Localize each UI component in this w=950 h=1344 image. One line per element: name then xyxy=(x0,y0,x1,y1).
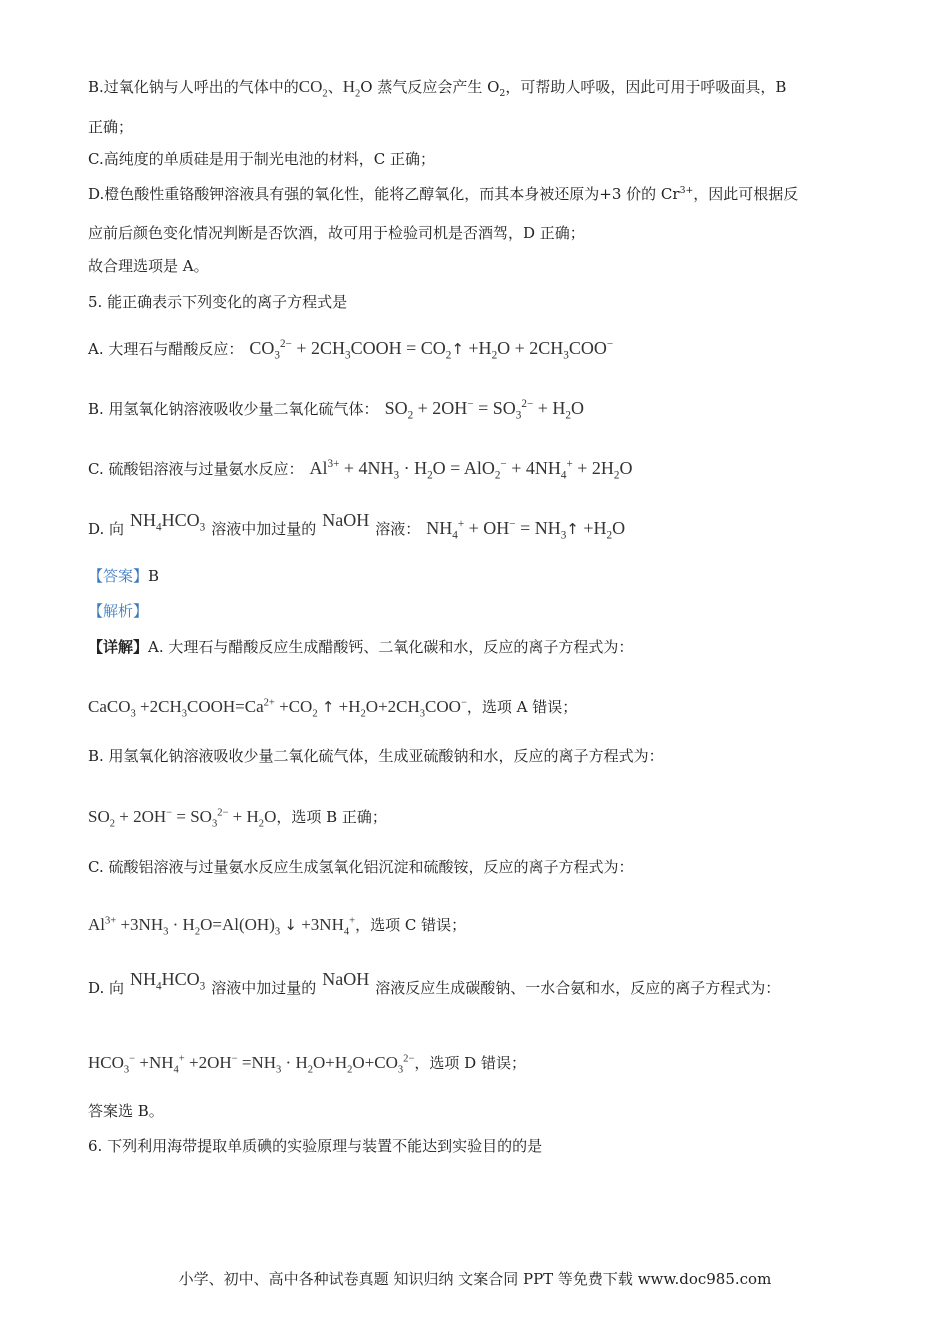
item-d-line: D.橙色酸性重铬酸钾溶液具有强的氧化性，能将乙醇氧化，而其本身被还原为+3 价的 $Cr^{3+}$，因此可根据反 xyxy=(88,185,799,203)
formula-naoh: NaOH xyxy=(322,510,370,530)
formula-naoh-2: NaOH xyxy=(322,969,370,989)
item-d-line-2: 应前后颜色变化情况判断是否饮酒，故可用于检验司机是否酒驾，D 正确； xyxy=(88,224,585,242)
equation-d: $NH_4^+ + OH^-$ = $NH_3↑ +H_2O$ xyxy=(426,518,626,542)
equation-b: $SO_2 + 2OH^- = SO_3^{2-} + H_2O$ xyxy=(384,398,584,422)
formula-nh4hco3: $NH_4HCO_3$ xyxy=(130,510,206,534)
equation-detail-c: $Al^{3+} +3NH_3 \cdot H_2O=Al(OH)_3$ ↓ $+3NH_4^+$ xyxy=(88,915,356,938)
detail-a-equation-line: CaCO$_3$ $+2CH_3COOH=Ca^{2+} +CO_2$ ↑ $+H_2O+2CH_3COO^-$，选项 A 错误； xyxy=(88,697,578,720)
page-footer: 小学、初中、高中各种试卷真题 知识归纳 文案合同 PPT 等免费下载 www.doc985.com xyxy=(178,1270,772,1288)
answer-tag: 【答案】 xyxy=(88,567,149,585)
option-d: D. 向 $NH_4HCO_3$ 溶液中加过量的 NaOH 溶液： $NH_4^+ + OH^-$ = $NH_3↑ +H_2O$ xyxy=(88,510,626,542)
detail-d-equation-line: $HCO_3^- +NH_4^+ +2OH^- =NH_3 \cdot H_2O+H_2O+CO_3^{2-}$，选项 D 错误； xyxy=(88,1053,526,1076)
conclusion-4: 故合理选项是 A。 xyxy=(88,257,209,275)
equation-detail-a: CaCO$_3$ $+2CH_3COOH=Ca^{2+} +CO_2$ ↑ $+H_2O+2CH_3COO^-$ xyxy=(88,697,467,720)
detail-b-line: B. 用氢氧化钠溶液吸收少量二氧化硫气体，生成亚硫酸钠和水，反应的离子方程式为： xyxy=(88,747,664,765)
item-c-line: C.高纯度的单质硅是用于制光电池的材料，C 正确； xyxy=(88,150,435,168)
option-c: C. 硫酸铝溶液与过量氨水反应： $Al^{3+} + 4NH_3 \cdot H_2O = AlO_2^- + 4NH_4^+ + 2H_2O$ xyxy=(88,458,633,482)
analysis-tag: 【解析】 xyxy=(88,602,149,620)
formula-h2o: $H_2$ xyxy=(342,77,361,100)
detail-c-equation-line: $Al^{3+} +3NH_3 \cdot H_2O=Al(OH)_3$ ↓ $+3NH_4^+$，选项 C 错误； xyxy=(88,915,467,938)
option-b: B. 用氢氧化钠溶液吸收少量二氧化硫气体： $SO_2 + 2OH^- = SO_3^{2-} + H_2O$ xyxy=(88,398,584,422)
final-answer: 答案选 B。 xyxy=(88,1102,164,1120)
answer-line: 【答案】B xyxy=(88,567,160,585)
question-6-stem: 6. 下列利用海带提取单质碘的实验原理与装置不能达到实验目的的是 xyxy=(88,1137,543,1155)
formula-nh4hco3-2: $NH_4HCO_3$ xyxy=(130,969,206,993)
detail-tag: 【详解】 xyxy=(88,638,149,656)
formula-co2: $CO_2$ xyxy=(298,77,328,100)
detail-d-line: D. 向 $NH_4HCO_3$ 溶液中加过量的 NaOH 溶液反应生成碳酸钠、一水合氨和水，反应的离子方程式为： xyxy=(88,969,781,997)
detail-c-line: C. 硫酸铝溶液与过量氨水反应生成氢氧化铝沉淀和硫酸铵，反应的离子方程式为： xyxy=(88,858,634,876)
question-5-stem: 5. 能正确表示下列变化的离子方程式是 xyxy=(88,293,348,311)
equation-detail-d: $HCO_3^- +NH_4^+ +2OH^- =NH_3 \cdot H_2O+H_2O+CO_3^{2-}$ xyxy=(88,1053,415,1076)
equation-detail-b: $SO_2 + 2OH^- = SO_3^{2-} + H_2O$ xyxy=(88,807,277,830)
item-b-line-2: 正确； xyxy=(88,118,134,136)
detail-a-line: 【详解】A. 大理石与醋酸反应生成醋酸钙、二氧化碳和水，反应的离子方程式为： xyxy=(88,638,634,656)
detail-b-equation-line: $SO_2 + 2OH^- = SO_3^{2-} + H_2O$，选项 B 正确； xyxy=(88,807,387,830)
option-a: A. 大理石与醋酸反应： $CO_3^{2-}$ + $2CH_3COOH$ = $CO_2↑ +H_2O + 2CH_3COO^-$ xyxy=(88,338,614,362)
equation-a: $CO_3^{2-}$ + $2CH_3COOH$ = $CO_2↑ +H_2O + 2CH_3COO^-$ xyxy=(249,338,614,362)
item-b-line: B.过氧化钠与人呼出的气体中的$CO_2$、$H_2O$ 蒸气反应会产生 $O_2$，可帮助人呼吸，因此可用于呼吸面具，B xyxy=(88,77,787,100)
equation-c: $Al^{3+} + 4NH_3 \cdot H_2O = AlO_2^- + 4NH_4^+ + 2H_2O$ xyxy=(309,458,633,482)
